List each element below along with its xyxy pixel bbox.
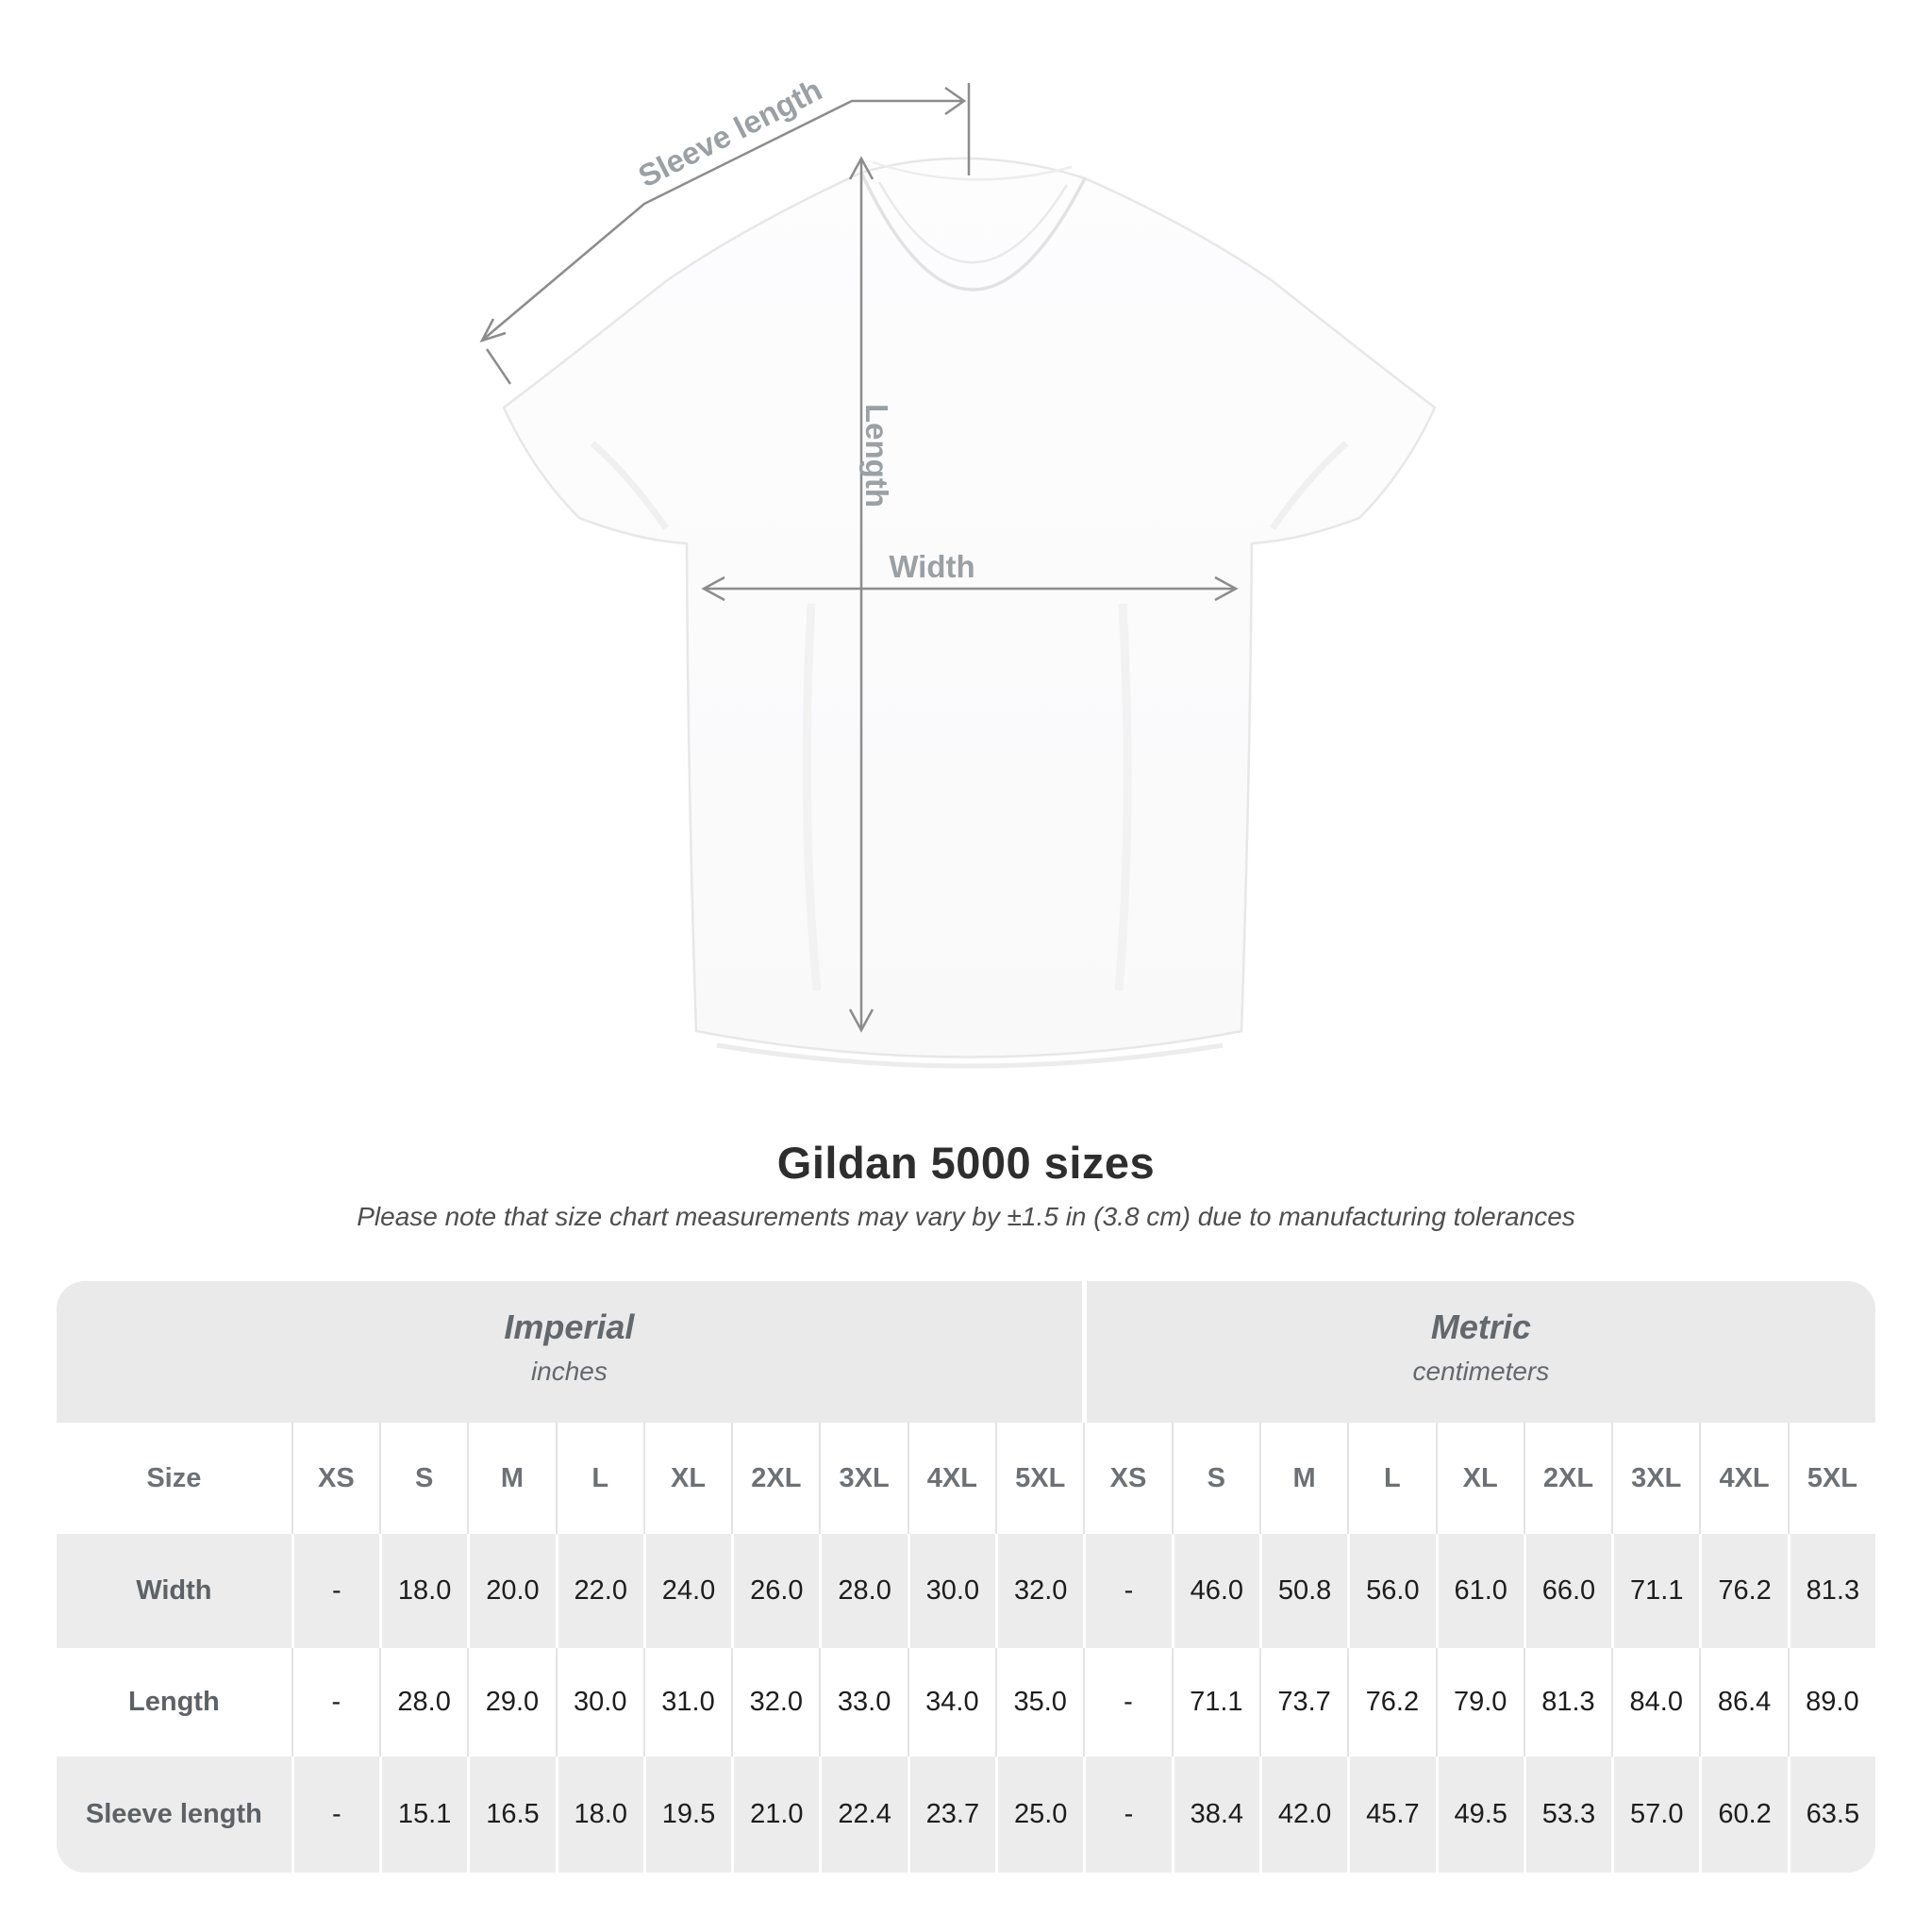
table-cell: 18.0 xyxy=(556,1757,643,1873)
size-header: 2XL xyxy=(731,1423,819,1534)
table-cell: 71.1 xyxy=(1172,1648,1259,1757)
table-cell: 53.3 xyxy=(1524,1757,1611,1873)
table-cell: 76.2 xyxy=(1699,1534,1787,1648)
row-label: Width xyxy=(136,1575,212,1606)
metric-group-header xyxy=(1087,1281,1875,1423)
tolerance-note: Please note that size chart measurements may vary by ±1.5 in (3.8 cm) due to manufacturing tolerances xyxy=(357,1202,1575,1231)
table-cell: 19.5 xyxy=(643,1757,731,1873)
imperial-label: Imperial xyxy=(504,1307,635,1346)
row-label: Sleeve length xyxy=(85,1799,262,1829)
size-header: XL xyxy=(1436,1423,1524,1534)
imperial-unit: inches xyxy=(530,1357,608,1386)
table-cell: 81.3 xyxy=(1524,1648,1611,1757)
sleeve-extension-tick xyxy=(487,349,510,384)
table-cell: 28.0 xyxy=(379,1648,467,1757)
metric-unit: centimeters xyxy=(1412,1357,1550,1386)
table-cell: 76.2 xyxy=(1347,1648,1435,1757)
table-cell: 30.0 xyxy=(556,1648,643,1757)
table-cell: 61.0 xyxy=(1436,1534,1524,1648)
length-label: Length xyxy=(859,404,894,508)
size-header: L xyxy=(556,1423,643,1534)
table-cell: 50.8 xyxy=(1259,1534,1347,1648)
table-cell: 60.2 xyxy=(1699,1757,1787,1873)
tshirt-outline xyxy=(504,158,1435,1058)
table-cell: - xyxy=(291,1534,379,1648)
table-cell: 73.7 xyxy=(1259,1648,1347,1757)
table-cell: 31.0 xyxy=(643,1648,731,1757)
table-cell: 30.0 xyxy=(908,1534,995,1648)
table-cell: 23.7 xyxy=(908,1757,995,1873)
table-cell: 49.5 xyxy=(1436,1757,1524,1873)
table-cell: 25.0 xyxy=(995,1757,1083,1873)
imperial-group-header xyxy=(57,1281,1082,1423)
table-row-width xyxy=(57,1534,1875,1648)
table-cell: 86.4 xyxy=(1699,1648,1787,1757)
table-cell: 24.0 xyxy=(643,1534,731,1648)
table-cell: 32.0 xyxy=(995,1534,1083,1648)
table-cell: 89.0 xyxy=(1788,1648,1875,1757)
page-title: Gildan 5000 sizes xyxy=(776,1138,1156,1188)
table-cell: - xyxy=(1083,1534,1171,1648)
size-header: 4XL xyxy=(908,1423,995,1534)
table-cell: 16.5 xyxy=(467,1757,555,1873)
table-cell: 22.4 xyxy=(819,1757,907,1873)
size-header: XL xyxy=(643,1423,731,1534)
table-cell: 15.1 xyxy=(379,1757,467,1873)
table-cell: 32.0 xyxy=(731,1648,819,1757)
table-cell: 26.0 xyxy=(731,1534,819,1648)
unit-group-header-row xyxy=(57,1281,1875,1423)
table-cell: 63.5 xyxy=(1788,1757,1875,1873)
table-cell: 71.1 xyxy=(1611,1534,1699,1648)
size-header: 5XL xyxy=(995,1423,1083,1534)
table-cell: 79.0 xyxy=(1436,1648,1524,1757)
table-cell: 38.4 xyxy=(1172,1757,1259,1873)
sleeve-length-label: Sleeve length xyxy=(632,71,828,194)
table-cell: 35.0 xyxy=(995,1648,1083,1757)
size-header: 3XL xyxy=(1611,1423,1699,1534)
table-cell: - xyxy=(1083,1757,1171,1873)
table-cell: 84.0 xyxy=(1611,1648,1699,1757)
table-cell: - xyxy=(291,1757,379,1873)
tshirt-illustration xyxy=(504,158,1435,1066)
size-header: M xyxy=(1259,1423,1347,1534)
table-row-length xyxy=(57,1648,1875,1757)
table-cell: 81.3 xyxy=(1788,1534,1875,1648)
table-cell: 33.0 xyxy=(819,1648,907,1757)
size-column-header: Size xyxy=(146,1462,202,1493)
table-cell: 29.0 xyxy=(467,1648,555,1757)
size-header: M xyxy=(467,1423,555,1534)
size-header: XS xyxy=(1083,1423,1171,1534)
table-cell: 57.0 xyxy=(1611,1757,1699,1873)
size-header: S xyxy=(379,1423,467,1534)
size-header: XS xyxy=(291,1423,379,1534)
size-header: 2XL xyxy=(1524,1423,1611,1534)
table-cell: 28.0 xyxy=(819,1534,907,1648)
table-cell: 46.0 xyxy=(1172,1534,1259,1648)
width-label: Width xyxy=(889,549,975,584)
table-cell: - xyxy=(1083,1648,1171,1757)
size-header: 5XL xyxy=(1788,1423,1875,1534)
metric-label: Metric xyxy=(1430,1307,1531,1346)
table-cell: 45.7 xyxy=(1347,1757,1435,1873)
size-header: 3XL xyxy=(819,1423,907,1534)
table-cell: - xyxy=(291,1648,379,1757)
size-header-row xyxy=(57,1423,1875,1534)
table-cell: 21.0 xyxy=(731,1757,819,1873)
table-row-sleeve-length xyxy=(57,1757,1875,1873)
size-header: S xyxy=(1172,1423,1259,1534)
table-cell: 56.0 xyxy=(1347,1534,1435,1648)
table-cell: 66.0 xyxy=(1524,1534,1611,1648)
size-table xyxy=(57,1281,1875,1873)
table-cell: 18.0 xyxy=(379,1534,467,1648)
table-cell: 42.0 xyxy=(1259,1757,1347,1873)
table-cell: 22.0 xyxy=(556,1534,643,1648)
size-header: 4XL xyxy=(1699,1423,1787,1534)
size-header: L xyxy=(1347,1423,1435,1534)
row-label: Length xyxy=(128,1687,220,1717)
table-cell: 20.0 xyxy=(467,1534,555,1648)
table-cell: 34.0 xyxy=(908,1648,995,1757)
